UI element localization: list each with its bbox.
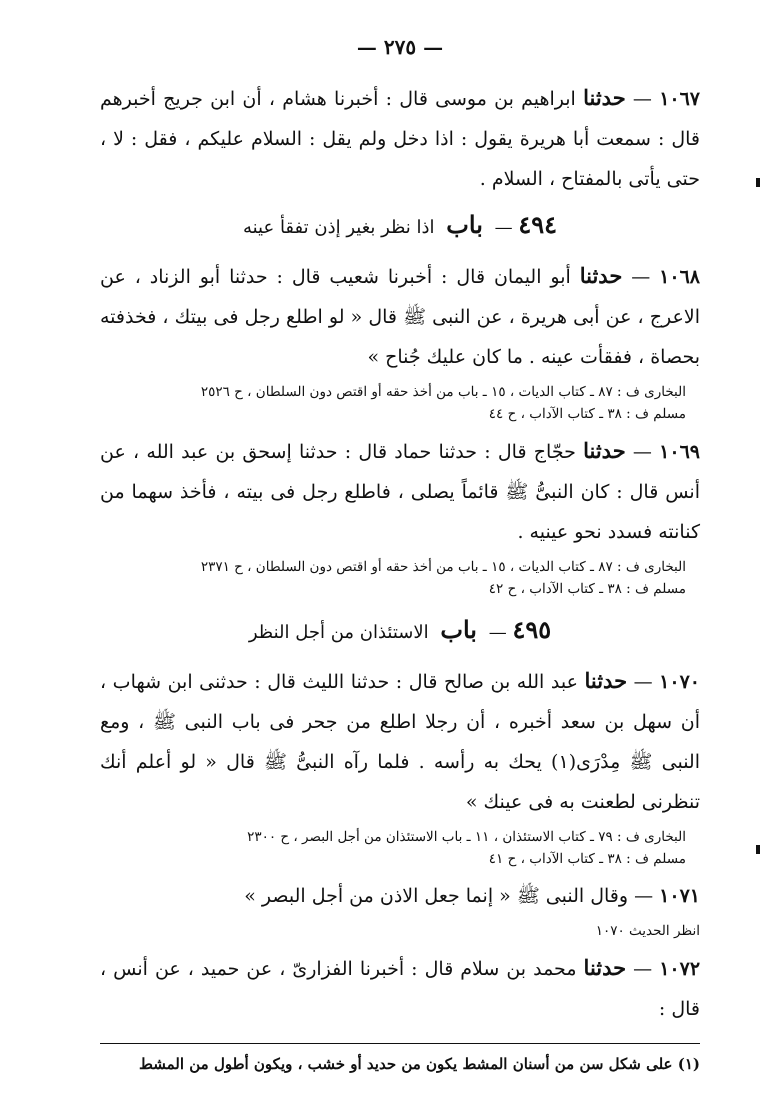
reference-line: مسلم ف : ٣٨ ـ كتاب الآداب ، ح ٤٤ xyxy=(488,406,686,422)
hadith-1071 xyxy=(100,876,700,916)
reference-line: البخارى ف : ٨٧ ـ كتاب الديات ، ١٥ ـ باب من أخذ حقه أو اقتص دون السلطان ، ح ٢٣٧١ xyxy=(200,559,686,575)
chapter-title: الاستئذان من أجل النظر xyxy=(248,622,429,643)
dash: — xyxy=(628,885,654,907)
hadith-text: عبد الله بن صالح قال : حدثنا الليث قال : حدثنى ابن شهاب ، أن سهل بن سعد أخبره ، أن رجلا اطلع من جحر فى باب النبى ﷺ ، ومع النبى ﷺ مِدْرَى(١) يحك به رأسه . فلما رآه النبىُّ ﷺ قال « لو أعلم أنك تنظرنى لطعنت به فى عينك » xyxy=(100,671,701,813)
chapter-title: اذا نظر بغير إذن تفقأ عينه xyxy=(242,217,435,238)
references-1070 xyxy=(100,826,700,870)
haddathana-word: حدثنا xyxy=(583,85,626,110)
references-1071 xyxy=(100,920,700,942)
hadith-text: محمد بن سلام قال : أخبرنا الفزارىّ ، عن حميد ، عن أنس ، قال : xyxy=(100,958,700,1020)
page-edge-mark-bottom xyxy=(756,845,760,854)
reference-line: مسلم ف : ٣٨ ـ كتاب الآداب ، ح ٤١ xyxy=(488,851,686,867)
hadith-1067 xyxy=(100,78,700,199)
page-edge-mark-top xyxy=(756,178,760,187)
bab-word: باب xyxy=(440,615,477,644)
bab-word: باب xyxy=(446,210,483,239)
chapter-number: ٤٩٤ xyxy=(518,210,558,239)
page-number: — ٢٧٥ — xyxy=(356,35,444,59)
dash: — xyxy=(626,958,653,980)
haddathana-word: حدثنا xyxy=(584,668,628,693)
dash: — xyxy=(488,217,513,238)
haddathana-word: حدثنا xyxy=(583,438,626,463)
hadith-number: ١٠٦٨ xyxy=(659,266,700,288)
chapter-number: ٤٩٥ xyxy=(512,615,552,644)
hadith-text: وقال النبى ﷺ « إنما جعل الاذن من أجل البصر » xyxy=(244,885,629,907)
dash: — xyxy=(622,266,651,288)
hadith-1072 xyxy=(100,948,700,1029)
chapter-heading-494 xyxy=(100,201,700,252)
haddathana-word: حدثنا xyxy=(583,955,627,980)
dash: — xyxy=(482,622,507,643)
haddathana-word: حدثنا xyxy=(579,263,623,288)
hadith-number: ١٠٧٠ xyxy=(659,671,700,693)
references-1068 xyxy=(100,381,700,425)
hadith-number: ١٠٦٧ xyxy=(659,88,701,110)
reference-line: انظر الحديث ١٠٧٠ xyxy=(595,923,700,939)
hadith-text: أبو اليمان قال : أخبرنا شعيب قال : حدثنا أبو الزناد ، عن الاعرج ، عن أبى هريرة ، عن النبى ﷺ قال « لو اطلع رجل فى بيتك ، فخذفته بحصاة ، ففقأت عينه . ما كان عليك جُناح » xyxy=(100,266,700,368)
dash: — xyxy=(627,671,653,693)
hadith-1070 xyxy=(100,661,700,822)
hadith-text: ابراهيم بن موسى قال : أخبرنا هشام ، أن ابن جريج أخبرهم قال : سمعت أبا هريرة يقول : اذا دخل ولم يقل : السلام عليكم ، فقل : لا ، حتى يأتى بالمفتاح ، السلام . xyxy=(100,88,700,190)
dash: — xyxy=(625,88,652,110)
hadith-text: حجّاج قال : حدثنا حماد قال : حدثنا إسحق بن عبد الله ، عن أنس قال : كان النبىُّ ﷺ قائماً يصلى ، فاطلع رجل فى بيته ، فأخذ سهما من كنانته فسدد نحو عينيه . xyxy=(100,441,700,543)
reference-line: البخارى ف : ٨٧ ـ كتاب الديات ، ١٥ ـ باب من أخذ حقه أو اقتص دون السلطان ، ح ٢٥٢٦ xyxy=(200,384,686,400)
hadith-1068 xyxy=(100,256,700,377)
reference-line: مسلم ف : ٣٨ ـ كتاب الآداب ، ح ٤٢ xyxy=(488,581,686,597)
footnote: (١) على شكل سن من أسنان المشط يكون من حديد أو خشب ، ويكون أطول من المشط xyxy=(100,1043,700,1076)
references-1069 xyxy=(100,556,700,600)
reference-line: البخارى ف : ٧٩ ـ كتاب الاستئذان ، ١١ ـ باب الاستئذان من أجل البصر ، ح ٢٣٠٠ xyxy=(247,829,686,845)
hadith-number: ١٠٦٩ xyxy=(659,441,700,463)
dash: — xyxy=(625,441,652,463)
hadith-number: ١٠٧٢ xyxy=(659,958,701,980)
hadith-number: ١٠٧١ xyxy=(659,885,700,907)
book-page xyxy=(100,30,701,1073)
chapter-heading-495 xyxy=(100,606,700,657)
hadith-1069 xyxy=(100,431,700,552)
